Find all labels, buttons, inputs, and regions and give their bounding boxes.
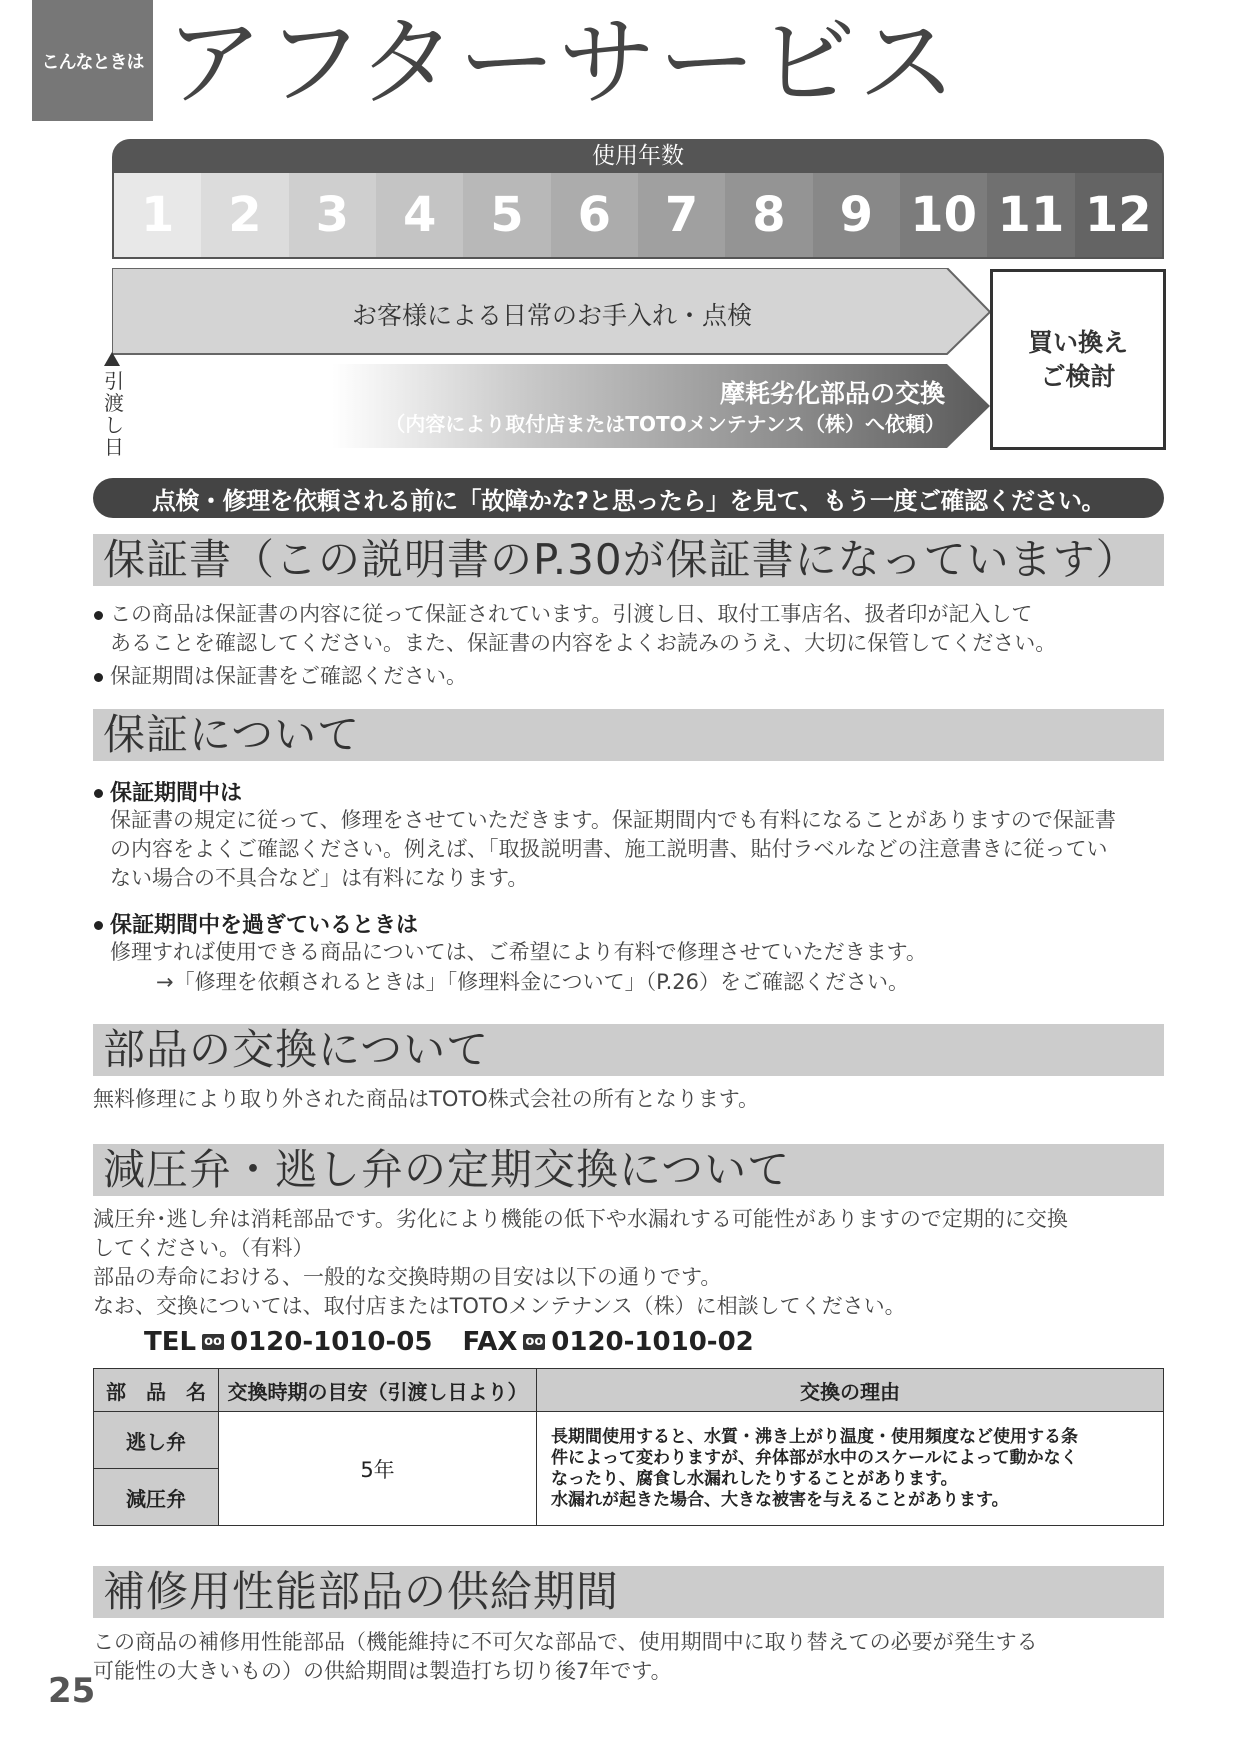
- during-warranty-subheading: 保証期間中は: [110, 781, 243, 806]
- valve-text-1: 減圧弁･逃し弁は消耗部品です。劣化により機能の低下や水漏れする可能性がありますので定期的に交換: [93, 1207, 1068, 1231]
- part-pressure-reducing-valve: 減圧弁: [94, 1469, 219, 1526]
- daily-care-label: お客様による日常のお手入れ・点検: [351, 301, 752, 330]
- during-warranty-text-2: の内容をよくご確認ください。例えば、「取扱説明書、施工説明書、貼付ラベルなどの注意書きに従ってい: [110, 837, 1108, 861]
- usage-years-bar: [112, 139, 1164, 259]
- warranty-text-1b: あることを確認してください。また、保証書の内容をよくお読みのうえ、大切に保管してください。: [110, 631, 1057, 655]
- part-relief-valve: 逃し弁: [94, 1412, 219, 1469]
- year-cell: 2: [201, 173, 288, 257]
- reason-line-3: なったり、腐食し水漏れしたりすることがあります。: [551, 1468, 958, 1489]
- supply-heading: 補修用性能部品の供給期間: [93, 1566, 1164, 1618]
- handover-date-label: 引渡し日: [104, 369, 124, 459]
- reason-line-1: 長期間使用すると、水質・沸き上がり温度・使用頻度など使用する条: [551, 1426, 1078, 1447]
- bullet-icon: [94, 921, 103, 930]
- replacement-reason: [537, 1412, 1164, 1526]
- tel-label: TEL: [144, 1327, 197, 1357]
- valve-text-3: 部品の寿命における、一般的な交換時期の目安は以下の通りです。: [93, 1265, 722, 1289]
- valve-text-2: してください。（有料）: [93, 1236, 314, 1260]
- bullet-icon: [94, 673, 103, 682]
- wear-parts-label: 摩耗劣化部品の交換: [719, 379, 945, 408]
- year-cells: [112, 173, 1164, 259]
- warranty-text-2: 保証期間は保証書をご確認ください。: [110, 664, 467, 688]
- during-warranty-text-1: 保証書の規定に従って、修理をさせていただきます。保証期間内でも有料になることがありますので保証書: [110, 808, 1116, 832]
- replacement-period: 5年: [219, 1412, 537, 1526]
- year-cell: 1: [114, 173, 201, 257]
- replacement-box: [990, 269, 1166, 450]
- col-reason: 交換の理由: [537, 1369, 1164, 1412]
- year-cell: 11: [987, 173, 1074, 257]
- freedial-icon: oo: [525, 1334, 544, 1349]
- parts-heading: 部品の交換について: [93, 1024, 1164, 1076]
- contact-numbers: [144, 1327, 754, 1357]
- year-cell: 12: [1075, 173, 1162, 257]
- page-number: 25: [48, 1671, 96, 1711]
- year-cell: 9: [813, 173, 900, 257]
- year-cell: 3: [289, 173, 376, 257]
- after-warranty-text-1: 修理すれば使用できる商品については、ご希望により有料で修理させていただきます。: [110, 940, 927, 964]
- about-warranty-heading: 保証について: [93, 709, 1164, 761]
- supply-text-2: 可能性の大きいもの）の供給期間は製造打ち切り後7年です。: [93, 1659, 672, 1683]
- valve-table: [93, 1368, 1164, 1526]
- wear-parts-note: （内容により取付店またはTOTOメンテナンス（株）へ依頼）: [385, 412, 945, 436]
- tel-number: 0120-1010-05: [229, 1327, 433, 1357]
- fax-number: 0120-1010-02: [551, 1327, 754, 1357]
- year-cell: 10: [900, 173, 987, 257]
- during-warranty-text-3: ない場合の不具合など」は有料になります。: [110, 866, 529, 890]
- after-warranty-text-2: →「修理を依頼されるときは」「修理料金について」（P.26）をご確認ください。: [156, 970, 909, 994]
- replacement-line2: ご検討: [1040, 361, 1116, 391]
- warranty-text-1a: この商品は保証書の内容に従って保証されています。引渡し日、取付工事店名、扱者印が記入して: [110, 602, 1033, 626]
- valve-heading: 減圧弁・逃し弁の定期交換について: [93, 1144, 1164, 1196]
- table-header-row: [94, 1369, 1164, 1412]
- col-period: 交換時期の目安（引渡し日より）: [219, 1369, 537, 1412]
- parts-text: 無料修理により取り外された商品はTOTO株式会社の所有となります。: [93, 1087, 760, 1111]
- replacement-line1: 買い換え: [1027, 327, 1128, 357]
- bullet-icon: [94, 611, 103, 620]
- year-cell: 5: [463, 173, 550, 257]
- section-tag: こんなときは: [32, 0, 153, 121]
- table-row: [94, 1412, 1164, 1469]
- year-cell: 4: [376, 173, 463, 257]
- valve-text-4: なお、交換については、取付店またはTOTOメンテナンス（株）に相談してください。: [93, 1294, 906, 1318]
- usage-years-label: 使用年数: [112, 139, 1164, 173]
- year-cell: 8: [725, 173, 812, 257]
- warranty-heading: 保証書（この説明書のP.30が保証書になっています）: [93, 534, 1164, 586]
- col-part-name: 部 品 名: [94, 1369, 219, 1412]
- reason-line-4: 水漏れが起きた場合、大きな被害を与えることがあります。: [551, 1489, 1009, 1510]
- notice-banner: 点検・修理を依頼される前に「故障かな?と思ったら」を見て、もう一度ご確認ください。: [93, 478, 1164, 518]
- fax-label: FAX: [462, 1327, 518, 1357]
- freedial-icon: oo: [204, 1334, 222, 1349]
- supply-text-1: この商品の補修用性能部品（機能維持に不可欠な部品で、使用期間中に取り替えての必要が発生する: [93, 1630, 1038, 1654]
- year-cell: 7: [638, 173, 725, 257]
- reason-line-2: 件によって変わりますが、弁体部が水中のスケールによって動かなく: [551, 1447, 1078, 1468]
- year-cell: 6: [551, 173, 638, 257]
- page-title: アフターサービス: [165, 6, 959, 120]
- bullet-icon: [94, 789, 103, 798]
- handover-marker-icon: [104, 352, 120, 366]
- after-warranty-subheading: 保証期間中を過ぎているときは: [110, 913, 419, 938]
